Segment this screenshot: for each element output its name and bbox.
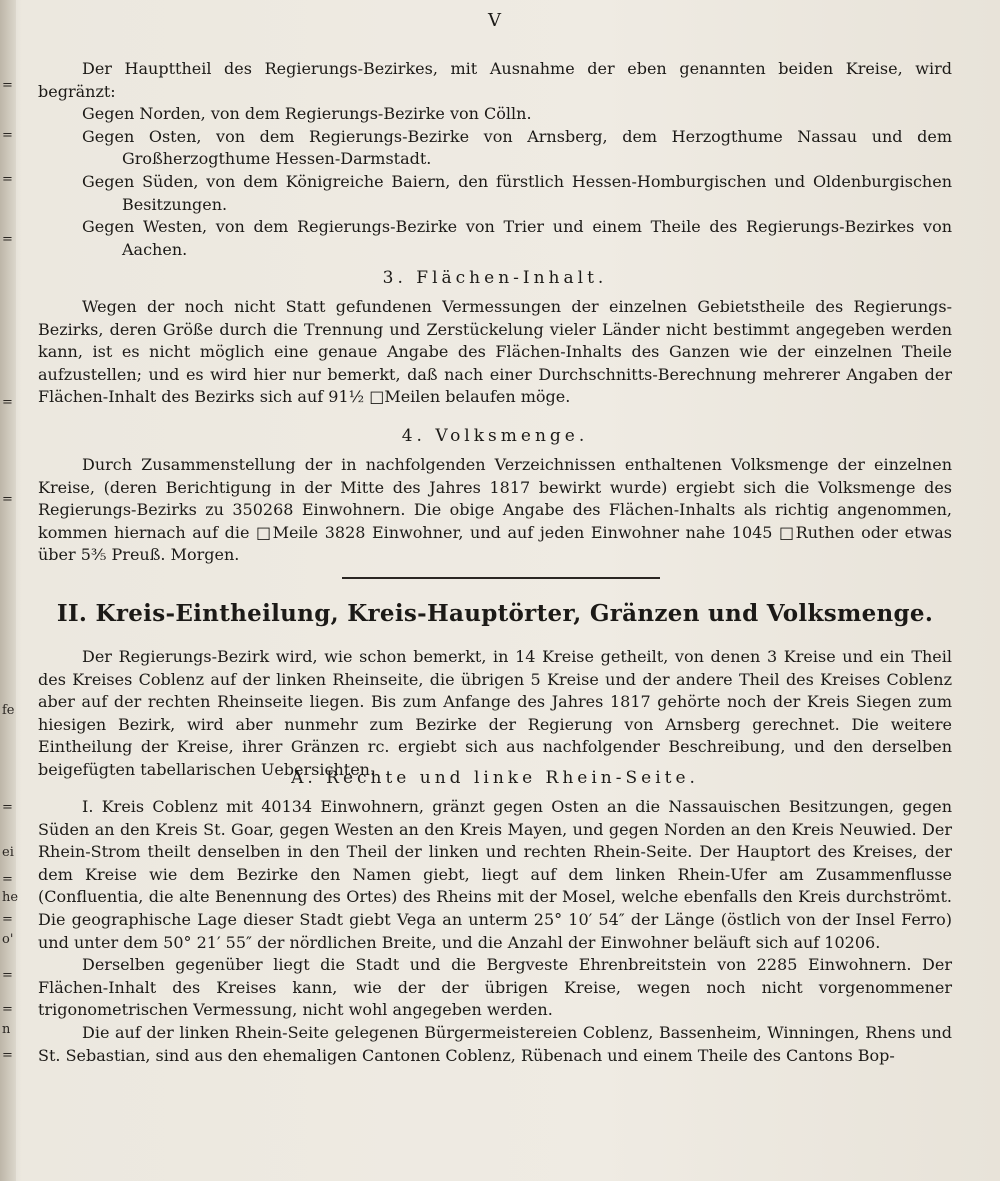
kreis-coblenz-paragraph: I. Kreis Coblenz mit 40134 Einwohnern, gränzt gegen Osten an die Nassauischen Besitzungen, gegen Süden an den Kreis St. Goar, gegen Westen an den Kreis Mayen, und gegen Norden an den Kreis Neuwied. Der Rhein-Strom theilt denselben in den Theil der linken und rechten Rhein-Seite. Der Hauptort des Kreises, der dem Kreise wie dem Bezirke den Namen giebt, liegt auf dem linken Rhein-Ufer am Zusammenflusse (Confluentia, die alte Benennung des Ortes) des Rheins mit der Mosel, welche ebenfalls den Kreis durchströmt. Die geographische Lage dieser Stadt giebt Vega an unterm 25° 10′ 54″ der Länge (östlich von der Insel Ferro) und unter dem 50° 21′ 55″ der nördlichen Breite, und die Anzahl der Einwohner beläuft sich auf 10206. [38,797,952,952]
gutter-mark: = [2,492,13,507]
gutter-mark: o' [2,932,14,947]
gutter-mark: n [2,1022,11,1037]
section-3-heading: 3. Flächen-Inhalt. [382,268,608,288]
gutter-mark: = [2,1048,13,1063]
gutter-mark: = [2,912,13,927]
ehrenbreitstein-paragraph: Derselben gegenüber liegt die Stadt und die Bergveste Ehrenbreitstein von 2285 Einwohnern. Der Flächen-Inhalt des Kreises kann, wie der der übrigen Kreise, wegen noch nicht vorgenommener trigonometrischen Vermessung, nicht wohl angegeben werden. [38,955,952,1020]
boundaries-intro: Der Haupttheil des Regierungs-Bezirkes, mit Ausnahme der eben genannten beiden Kreise, wird begränzt: [38,59,952,101]
gutter-mark: = [2,872,13,887]
binding-gutter [0,0,19,1181]
gutter-mark: = [2,395,13,410]
gutter-mark: = [2,172,13,187]
section-a-body [38,796,952,1067]
gutter-mark: = [2,1002,13,1017]
gutter-mark: ei [2,845,14,860]
section-4-body [38,454,952,567]
section-divider [342,577,660,579]
boundary-west: Gegen Westen, von dem Regierungs-Bezirke von Trier und einem Theile des Regierungs-Bezirkes von Aachen. [82,217,952,259]
page-number: V [488,10,502,31]
gutter-mark: = [2,232,13,247]
boundaries-block [38,58,952,261]
section-3-text: Wegen der noch nicht Statt gefundenen Vermessungen der einzelnen Gebietstheile des Regierungs-Bezirks, deren Größe durch die Trennung und Zerstückelung vieler Länder nicht bestimmt angegeben werden kann, ist es nicht möglich eine genaue Angabe des Flächen-Inhalts des Ganzen wie der einzelnen Theile aufzustellen; und es wird hier nur bemerkt, daß nach einer Durchschnitts-Berechnung mehrerer Angaben der Flächen-Inhalt des Bezirks sich auf 91½ □Meilen belaufen möge. [38,297,952,407]
gutter-mark: = [2,968,13,983]
gutter-mark: = [2,78,13,93]
section-ii-body [38,646,952,782]
section-ii-text: Der Regierungs-Bezirk wird, wie schon bemerkt, in 14 Kreise getheilt, von denen 3 Kreise und ein Theil des Kreises Coblenz auf der linken Rheinseite, die übrigen 5 Kreise und der andere Theil des Kreises Coblenz aber auf der rechten Rheinseite liegen. Bis zum Anfange des Jahres 1817 gehörte noch der Kreis Siegen zum hiesigen Bezirk, wird aber nunmehr zum Bezirke der Regierung von Arnsberg gerechnet. Die weitere Eintheilung der Kreise, ihrer Gränzen rc. ergiebt sich aus nachfolgender Beschreibung, und den derselben beigefügten tabellarischen Uebersichten. [38,647,952,779]
boundary-north: Gegen Norden, von dem Regierungs-Bezirke von Cölln. [82,104,532,124]
section-ii-heading: II. Kreis-Eintheilung, Kreis-Hauptörter, Gränzen und Volksmenge. [56,600,934,627]
gutter-mark: = [2,128,13,143]
boundary-east: Gegen Osten, von dem Regierungs-Bezirke von Arnsberg, dem Herzogthume Nassau und dem Großherzogthume Hessen-Darmstadt. [82,126,952,169]
gutter-mark: = [2,800,13,815]
section-a-heading: A. Rechte und linke Rhein-Seite. [291,768,699,788]
buergermeistereien-paragraph: Die auf der linken Rhein-Seite gelegenen Bürgermeistereien Coblenz, Bassenheim, Winningen, Rhens und St. Sebastian, sind aus den ehemaligen Cantonen Coblenz, Rübenach und einem Theile des Cantons Bop- [38,1022,952,1065]
boundary-south: Gegen Süden, von dem Königreiche Baiern, den fürstlich Hessen-Homburgischen und Oldenburgischen Besitzungen. [82,171,952,214]
section-4-text: Durch Zusammenstellung der in nachfolgenden Verzeichnissen enthaltenen Volksmenge der einzelnen Kreise, (deren Berichtigung in der Mitte des Jahres 1817 bewirkt wurde) ergiebt sich die Volksmenge des Regierungs-Bezirks zu 350268 Einwohnern. Die obige Angabe des Flächen-Inhalts als richtig angenommen, kommen hiernach auf die □Meile 3828 Einwohner, und auf jeden Einwohner nahe 1045 □Ruthen oder etwas über 5⅗ Preuß. Morgen. [38,455,952,565]
section-3-body [38,296,952,409]
gutter-mark: he [2,890,19,905]
section-4-heading: 4. Volksmenge. [401,426,589,446]
gutter-mark: fe [2,703,15,718]
